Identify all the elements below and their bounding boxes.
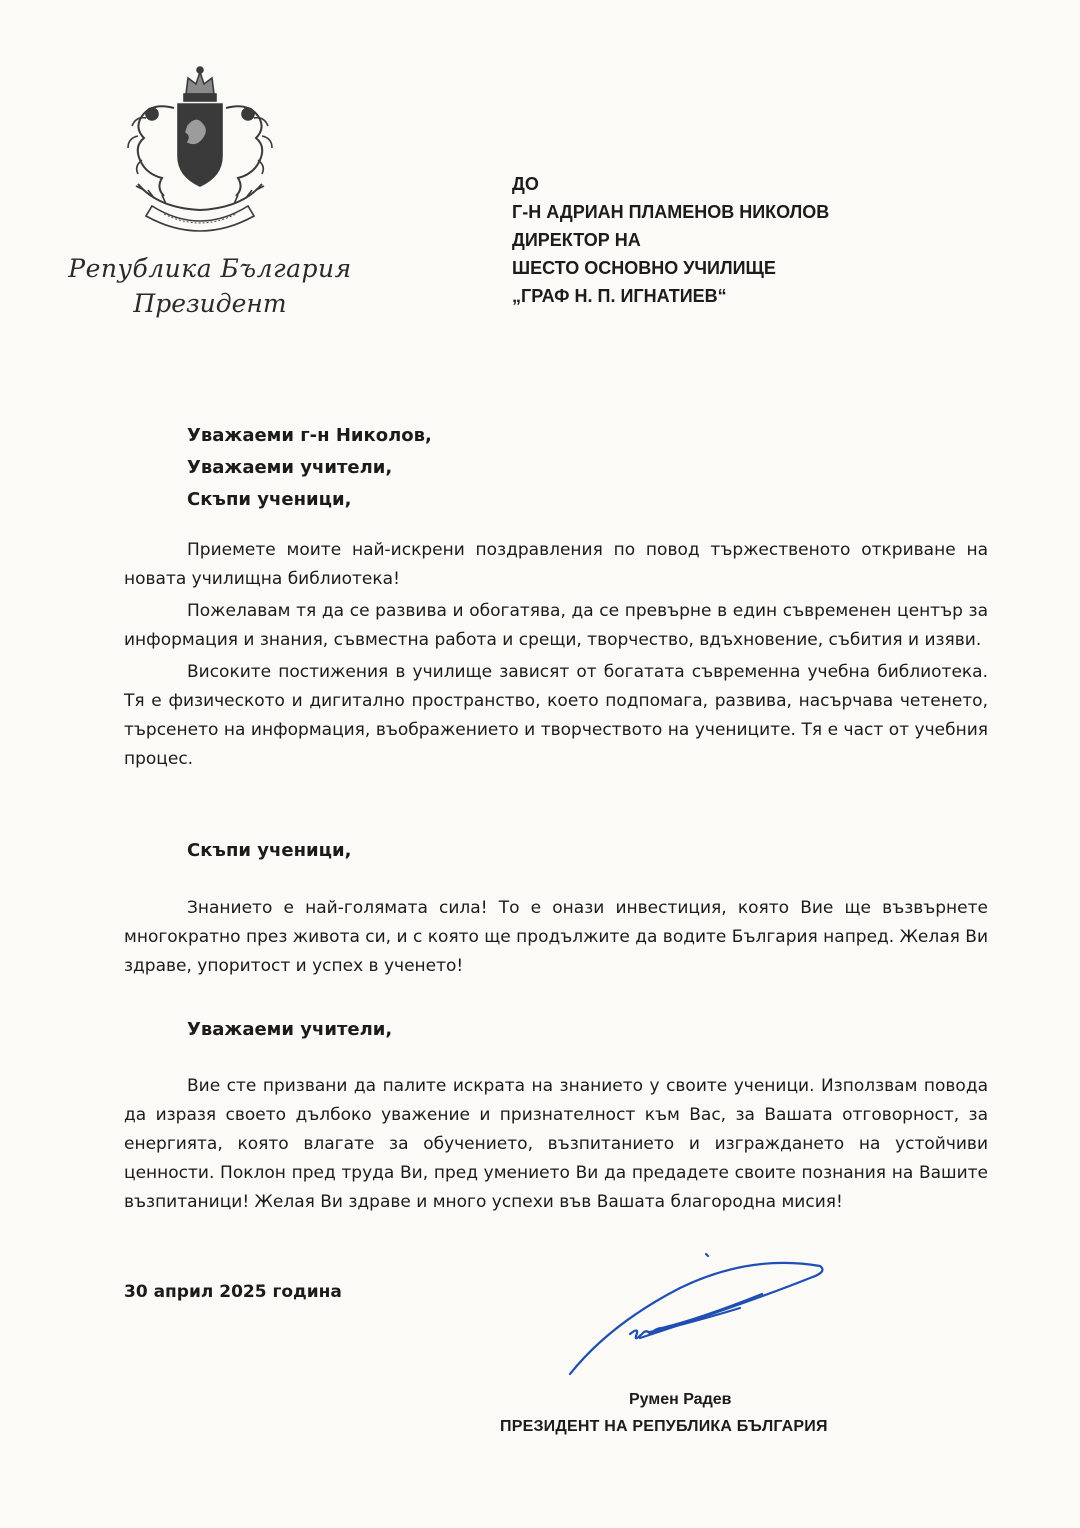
body-paragraph: Пожелавам тя да се развива и обогатява, да се превърне в един съвременен център за информация и знания, съвместна работа и срещи, творчество, вдъхновение, събития и изяви. [124,601,988,650]
addressee-line: ШЕСТО ОСНОВНО УЧИЛИЩЕ [512,258,776,278]
addressee-line: „ГРАФ Н. П. ИГНАТИЕВ“ [512,286,727,306]
salutation-line: Уважаеми учители, [187,457,393,478]
coat-of-arms-emblem [108,64,292,236]
signer-title: ПРЕЗИДЕНТ НА РЕПУБЛИКА БЪЛГАРИЯ [500,1418,828,1435]
letterhead-line-republic: Република България [68,254,352,283]
salutations-block [187,420,432,516]
teachers-body [124,1072,988,1217]
body-paragraph: Вие сте призвани да палите искрата на знанието у своите ученици. Използвам повода да изразя своето дълбоко уважение и признателност към Вас, за Вашата отговорност, за енергията, която влагате за обучението, възпитанието и изграждането на устойчиви ценности. Поклон пред труда Ви, пред умението Ви да предадете своите познания на Вашите възпитаници! Желая Ви здраве и много успехи във Вашата благородна мисия! [124,1076,988,1212]
signer-name: Румен Радев [629,1391,732,1408]
addressee-line: ДО [512,174,539,194]
letter-date: 30 април 2025 година [124,1282,342,1302]
body-paragraph: Знанието е най-голямата сила! То е онази инвестиция, която Вие ще възвърнете многократно през живота си, и с която ще продължите да водите България напред. Желая Ви здраве, упоритост и успех в ученето! [124,898,989,976]
handwritten-signature [560,1248,840,1388]
salutation-line: Скъпи ученици, [187,489,352,510]
addressee-line: ДИРЕКТОР НА [512,230,641,250]
letterhead-line-president: Президент [133,289,287,318]
salutation-line: Уважаеми г-н Николов, [187,425,432,446]
students-body [124,894,988,981]
students-heading: Скъпи ученици, [187,840,352,861]
body-paragraph: Приемете моите най-искрени поздравления по повод тържественото откриване на новата училищна библиотека! [124,540,988,589]
intro-body [124,536,988,774]
addressee-line: Г-Н АДРИАН ПЛАМЕНОВ НИКОЛОВ [512,202,830,222]
addressee-block [512,170,829,310]
body-paragraph: Високите постижения в училище зависят от богатата съвременна учебна библиотека. Тя е физическото и дигитално пространство, което подпомага, развива, насърчава четенето, търсенето на информация, въображението и творчеството на учениците. Тя е част от учебния процес. [124,662,988,769]
letterhead [60,254,360,318]
teachers-heading: Уважаеми учители, [187,1019,393,1040]
